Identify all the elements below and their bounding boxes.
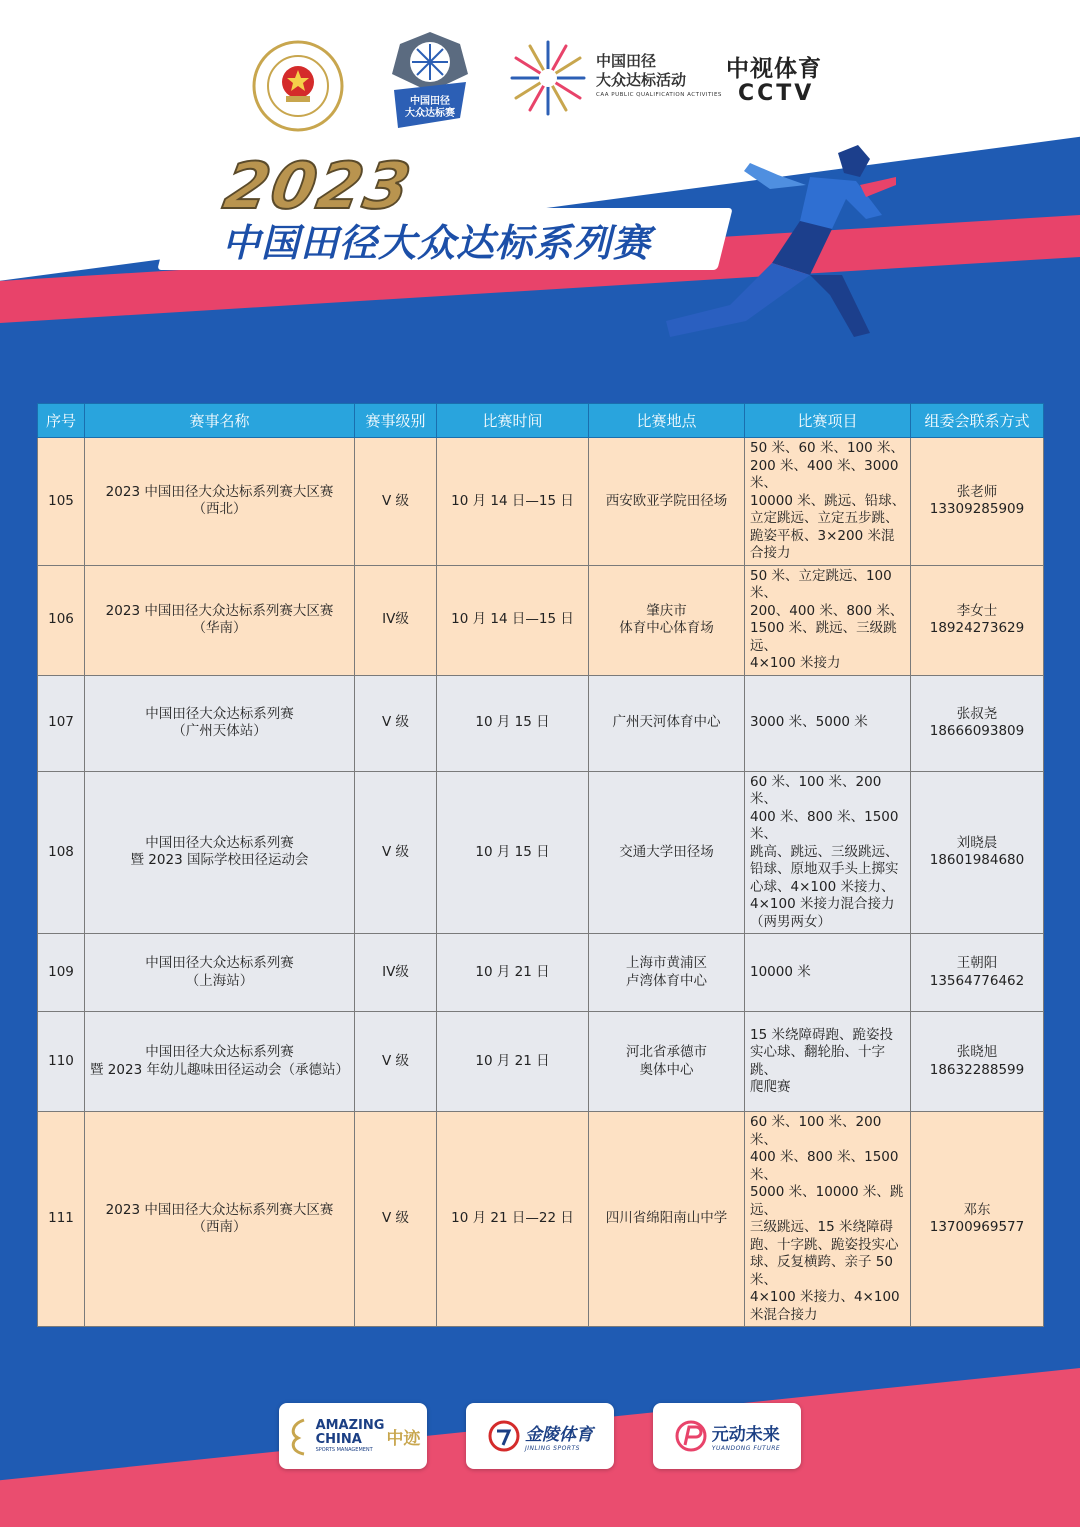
items-line: 400 米、800 米、1500 米、 [750,1149,899,1183]
cell-event-name [85,675,355,771]
event-number: 109 [48,963,74,980]
cell-event-name [85,1012,355,1112]
contact-phone: 18601984680 [929,852,1025,869]
items-line: 跑、十字跳、跪姿投实心 [750,1236,899,1253]
cell-no [38,675,85,771]
cctv-sports-logo: 中视体育 CCTV [726,56,822,106]
cell-no [38,771,85,934]
cell-date [437,675,589,771]
cell-venue [589,565,745,675]
table-row [38,1112,1044,1327]
items-line: 50 米、立定跳远、100 米、 [750,567,892,601]
event-name-line: 中国田径大众达标系列赛 [145,955,294,971]
qualification-badge-logo [390,30,470,130]
contact-name: 张老师 [956,483,998,500]
cell-level [355,934,437,1012]
contact-name: 刘晓晨 [956,834,998,851]
cell-no [38,1112,85,1327]
sponsor-amazing-china: AMAZING CHINA SPORTS MANAGEMENT 中迹 [279,1403,427,1469]
cell-no [38,565,85,675]
table-row [38,675,1044,771]
activity-burst-logo [508,38,588,118]
event-date: 10 月 15 日 [475,843,550,860]
sponsor-yuandong-future: 元动未来 YUANDONG FUTURE [653,1403,801,1469]
event-date: 10 月 21 日 [475,963,550,980]
event-name-line: 2023 中国田径大众达标系列赛大区赛 [105,483,334,500]
event-name-line: （广州天体站） [172,723,267,739]
items-line: 10000 米 [750,963,811,980]
event-number: 111 [48,1210,74,1227]
table-row [38,565,1044,675]
event-name-line: 中国田径大众达标系列赛 [145,705,294,722]
venue-line: 肇庆市 [646,602,687,619]
items-line: 米混合接力 [750,1306,818,1323]
contact-phone: 13700969577 [929,1219,1025,1235]
header-no: 序号 [38,404,85,438]
contact-name: 张晓旭 [956,1044,998,1060]
event-date: 10 月 21 日—22 日 [451,1210,574,1227]
cell-level [355,771,437,934]
header-contact: 组委会联系方式 [911,404,1044,438]
table-row [38,1012,1044,1112]
cell-venue [589,771,745,934]
cell-event-name [85,1112,355,1327]
event-name-line: 2023 中国田径大众达标系列赛大区赛 [105,602,334,619]
cell-venue [589,1112,745,1327]
page-title: 中国田径大众达标系列赛 [222,221,652,265]
cell-date [437,1112,589,1327]
contact-phone: 13564776462 [929,972,1025,989]
items-line: 跪姿平板、3×200 米混 [750,527,895,544]
event-name-line: 中国田径大众达标系列赛 [145,834,294,851]
contact-phone: 18632288599 [929,1061,1025,1078]
cell-no [38,438,85,566]
svg-text:中国田径: 中国田径 [410,96,450,107]
cell-venue [589,1012,745,1112]
event-date: 10 月 21 日 [475,1052,550,1069]
cell-date [437,438,589,566]
cell-items [745,675,911,771]
items-line: 200、400 米、800 米、 [750,602,904,619]
items-line: 立定跳远、立定五步跳、 [750,510,899,526]
cell-items [745,1012,911,1112]
cell-items [745,565,911,675]
event-name-line: （上海站） [185,972,254,989]
event-level: IV级 [382,963,409,980]
schedule-table-container [37,403,1043,1327]
cell-venue [589,438,745,566]
cell-items [745,934,911,1012]
items-line: 合接力 [750,545,791,561]
items-line: 心球、4×100 米接力、 [750,878,895,895]
event-name-line: 2023 中国田径大众达标系列赛大区赛 [105,1201,334,1218]
contact-phone: 13309285909 [929,501,1025,518]
cell-level [355,438,437,566]
cell-event-name [85,934,355,1012]
schedule-table [37,403,1044,1327]
table-row [38,934,1044,1012]
event-level: V 级 [381,1052,410,1069]
cell-venue [589,934,745,1012]
venue-line: 上海市黄浦区 [626,955,707,971]
items-line: 1500 米、跳远、三级跳远、 [750,620,897,654]
items-line: 4×100 米接力、4×100 [750,1289,900,1305]
items-line: 球、反复横跨、亲子 50 米、 [750,1254,893,1288]
items-line: 4×100 米接力 [750,655,841,671]
event-number: 108 [48,843,74,860]
cell-contact [911,675,1044,771]
table-row [38,438,1044,566]
venue-line: 河北省承德市 [626,1044,707,1060]
items-line: 60 米、100 米、200 米、 [750,1114,882,1148]
items-line: （两男两女） [750,913,831,930]
venue-line: 四川省绵阳南山中学 [605,1210,728,1227]
items-line: 400 米、800 米、1500 米、 [750,808,899,842]
event-name-line: 暨 2023 国际学校田径运动会 [130,852,309,869]
cell-contact [911,934,1044,1012]
sponsor-jinling-sports: 金陵体育 JINLING SPORTS [466,1403,614,1469]
venue-line: 奥体中心 [639,1061,694,1078]
items-line: 实心球、翻轮胎、十字跳、 [750,1044,885,1078]
event-level: V 级 [381,714,410,731]
items-line: 3000 米、5000 米 [750,714,868,731]
cell-level [355,1012,437,1112]
cell-event-name [85,438,355,566]
items-line: 5000 米、10000 米、跳远、 [750,1184,904,1218]
event-name-line: （西北） [192,501,247,518]
venue-line: 体育中心体育场 [619,620,714,636]
items-line: 60 米、100 米、200 米、 [750,773,882,807]
event-level: V 级 [381,492,410,509]
items-line: 50 米、60 米、100 米、 [750,440,904,456]
cell-contact [911,1012,1044,1112]
caa-emblem-logo [252,40,344,132]
contact-name: 李女士 [956,602,998,619]
cell-event-name [85,565,355,675]
event-name-line: 暨 2023 年幼儿趣味田径运动会（承德站） [90,1061,349,1078]
items-line: 10000 米、跳远、铅球、 [750,492,906,509]
event-number: 106 [48,611,74,628]
svg-text:大众达标赛: 大众达标赛 [405,108,455,119]
venue-line: 卢湾体育中心 [626,972,707,989]
contact-phone: 18924273629 [929,620,1025,636]
activity-text-logo: 中国田径 大众达标活动 CAA PUBLIC QUALIFICATION ACTIVITIES [596,52,722,98]
cell-date [437,565,589,675]
items-line: 三级跳远、15 米绕障碍 [750,1219,893,1235]
cell-venue [589,675,745,771]
event-date: 10 月 15 日 [475,714,550,731]
cell-no [38,1012,85,1112]
cell-items [745,1112,911,1327]
table-header-row [38,404,1044,438]
table-row [38,771,1044,934]
event-year: 2023 [218,150,418,224]
cell-contact [911,771,1044,934]
event-number: 105 [48,492,74,509]
event-number: 107 [48,714,74,731]
event-name-line: 中国田径大众达标系列赛 [145,1044,294,1060]
sprinter-illustration [660,125,900,360]
cell-date [437,771,589,934]
venue-line: 西安欧亚学院田径场 [605,492,728,509]
amazing-china-icon [286,1416,312,1456]
items-line: 200 米、400 米、3000 米、 [750,457,899,491]
event-date: 10 月 14 日—15 日 [451,492,574,509]
event-name-line: （西南） [192,1219,247,1235]
venue-line: 广州天河体育中心 [612,714,721,731]
venue-line: 交通大学田径场 [619,843,714,860]
event-level: V 级 [381,843,410,860]
cell-items [745,438,911,566]
cell-date [437,934,589,1012]
cell-event-name [85,771,355,934]
header-event-name: 赛事名称 [85,404,355,438]
cell-contact [911,1112,1044,1327]
cell-level [355,675,437,771]
items-line: 铅球、原地双手头上掷实 [750,861,899,877]
contact-name: 邓东 [963,1201,991,1218]
items-line: 4×100 米接力混合接力 [750,896,895,912]
contact-name: 王朝阳 [956,955,998,971]
event-name-line: （华南） [192,620,247,636]
header-items: 比赛项目 [745,404,911,438]
cell-level [355,1112,437,1327]
cell-date [437,1012,589,1112]
items-line: 爬爬赛 [750,1079,791,1095]
event-number: 110 [48,1052,74,1069]
contact-name: 张叔尧 [956,705,998,722]
logo-bar [0,30,1080,130]
cell-contact [911,438,1044,566]
contact-phone: 18666093809 [929,723,1025,739]
header-venue: 比赛地点 [589,404,745,438]
jinling-logo-icon [487,1419,521,1453]
cell-no [38,934,85,1012]
items-line: 跳高、跳远、三级跳远、 [750,843,899,860]
cell-level [355,565,437,675]
header-level: 赛事级别 [355,404,437,438]
event-level: V 级 [381,1210,410,1227]
header-date: 比赛时间 [437,404,589,438]
event-level: IV级 [382,611,409,628]
yuandong-logo-icon [674,1419,708,1453]
table-body [38,438,1044,1327]
items-line: 15 米绕障碍跑、跪姿投 [750,1026,893,1043]
event-date: 10 月 14 日—15 日 [451,611,574,628]
cell-contact [911,565,1044,675]
cell-items [745,771,911,934]
